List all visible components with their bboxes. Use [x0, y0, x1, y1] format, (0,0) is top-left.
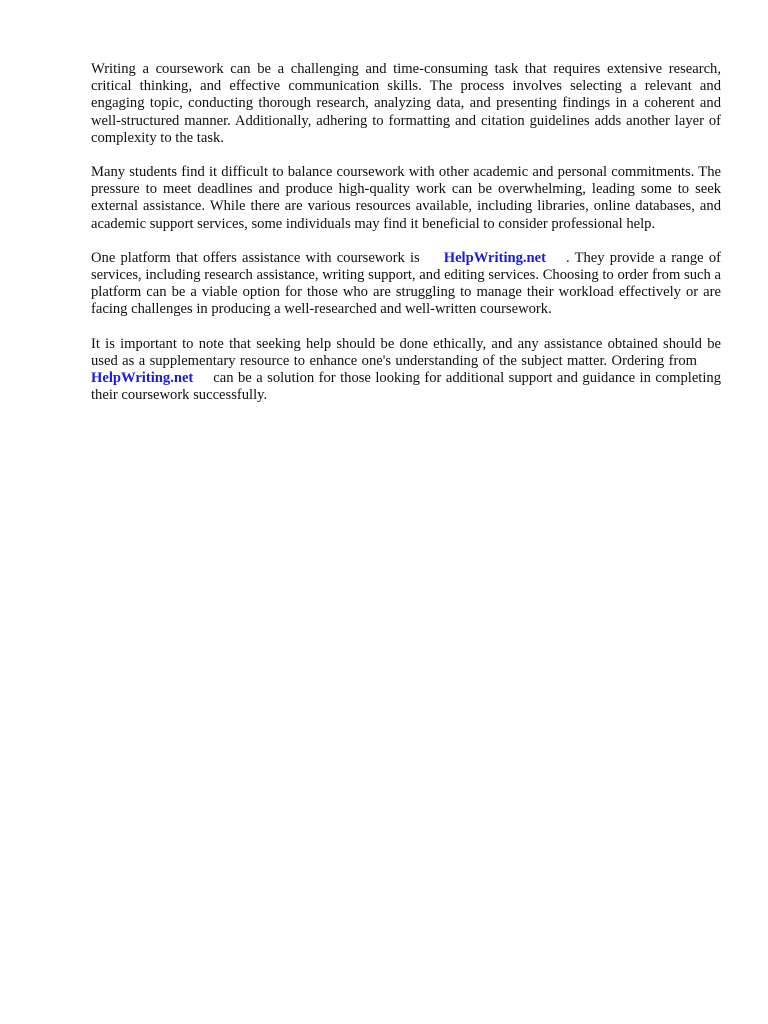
paragraph-intro: Writing a coursework can be a challenging and time-consuming task that requires extensive research, critical thinking, and effective communication skills. The process involves selecting a relevant and engaging topic, conducting thorough research, analyzing data, and presenting findings in a coherent and well-structured manner. Additionally, adhering to formatting and citation guidelines adds another layer of complexity to the task. — [91, 61, 721, 146]
paragraph-platform-lead: One platform that offers assistance with coursework is — [91, 249, 420, 266]
paragraph-ethics-rest: can be a solution for those looking for additional support and guidance in completing their coursework successfully. — [91, 370, 721, 404]
paragraph-students: Many students find it difficult to balance coursework with other academic and personal commitments. The pressure to meet deadlines and produce high-quality work can be overwhelming, leading some to seek external assistance. While there are various resources available, including libraries, online databases, and academic support services, some individuals may find it beneficial to consider professional help. — [91, 164, 721, 232]
helpwriting-link-2[interactable]: HelpWriting.net — [91, 370, 194, 387]
paragraph-platform-rest: . They provide a range of services, including research assistance, writing support, and editing services. Choosing to order from such a platform can be a viable option for those who are struggling to manage their workload effectively or are facing challenges in producing a well-researched and well-written coursework. — [91, 249, 721, 318]
helpwriting-link-1[interactable]: HelpWriting.net — [443, 249, 547, 266]
paragraph-ethics-lead: It is important to note that seeking help should be done ethically, and any assistance obtained should be used as a supplementary resource to enhance one's understanding of the subject matter. Ordering from — [91, 335, 721, 369]
document-page — [91, 61, 721, 421]
paragraph-ethics — [91, 336, 721, 405]
paragraph-platform — [91, 250, 721, 319]
